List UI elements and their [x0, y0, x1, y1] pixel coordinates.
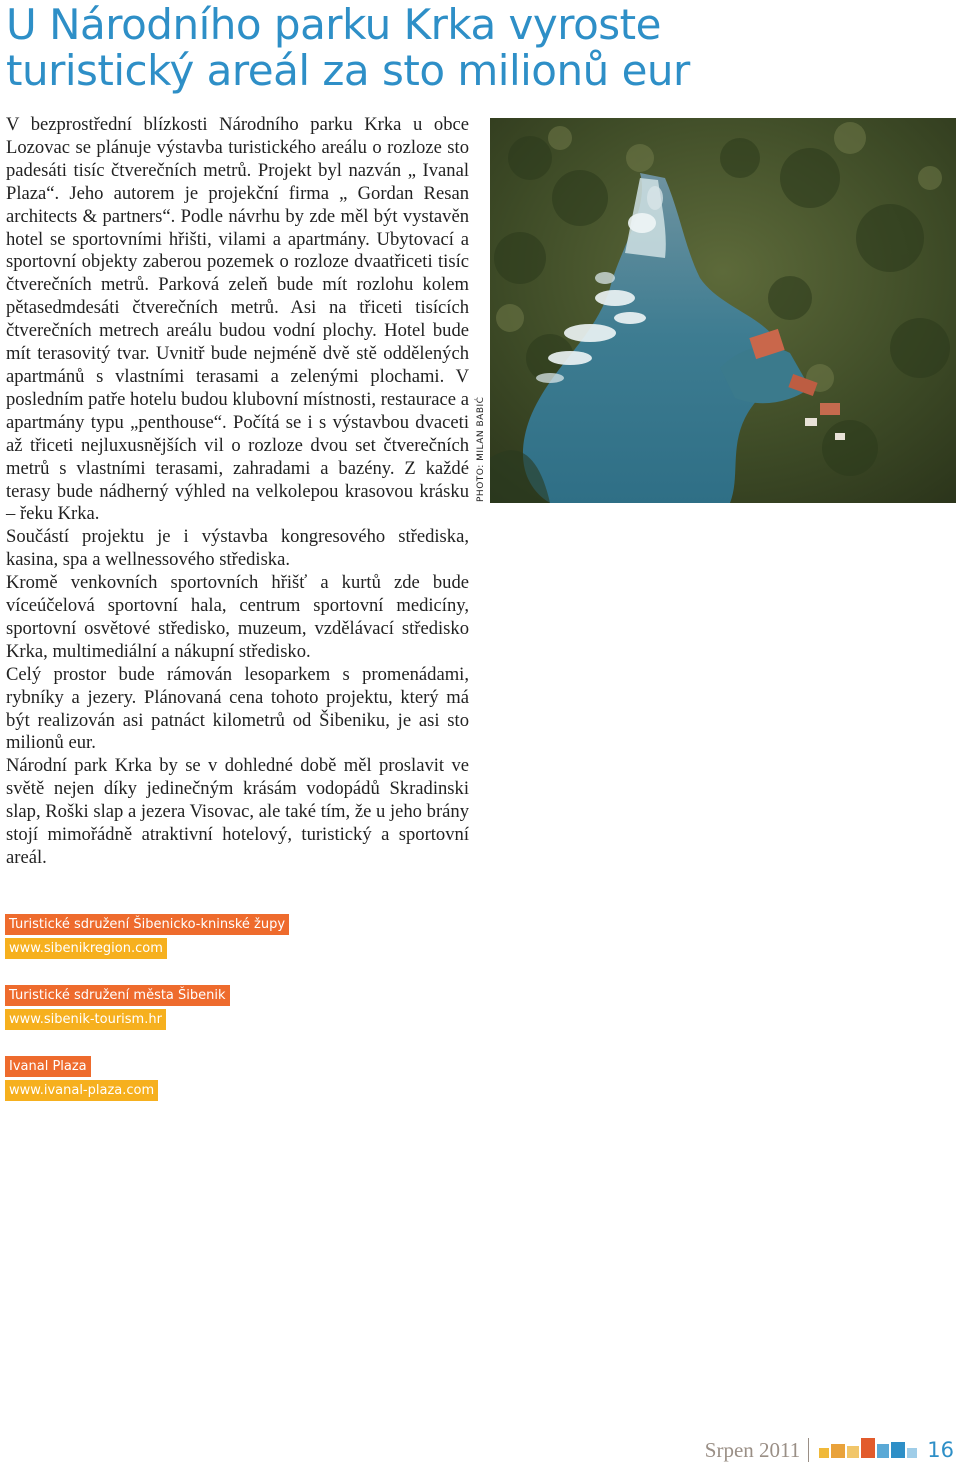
article-paragraph: Národní park Krka by se v dohledné době měl proslavit ve světě nejen díky jedinečným krásám vodopádů Skradinski slap, Roški slap a jezera Visovac, ale také tím, že u jeho brány stojí mimořádně atraktivní hotelový, turistický a sportovní areál.: [6, 755, 469, 868]
contact-block: [5, 984, 405, 1030]
aerial-photo-krka-waterfalls: [490, 118, 956, 503]
contact-org-label: Turistické sdružení Šibenicko-kninské župy: [5, 914, 289, 935]
page-footer: [705, 1434, 954, 1466]
page-number: 16: [927, 1438, 954, 1462]
contact-url-link[interactable]: www.ivanal-plaza.com: [5, 1080, 158, 1101]
article-paragraph: Součástí projektu je i výstavba kongresového střediska, kasina, spa a wellnessového střediska.: [6, 526, 469, 571]
article-paragraph: Kromě venkovních sportovních hřišť a kurtů zde bude víceúčelová sportovní hala, centrum sportovní medicíny, sportovní osvětové středisko, muzeum, vzdělávací středisko Krka, multimediální a nákupní středisko.: [6, 572, 469, 662]
headline-line-1: U Národního parku Krka vyroste: [6, 0, 661, 49]
contact-block: [5, 913, 405, 959]
article-headline: [6, 2, 946, 94]
magazine-logo-icon: [819, 1436, 917, 1464]
headline-line-2: turistický areál za sto milionů eur: [6, 46, 690, 95]
issue-date: Srpen 2011: [704, 1437, 801, 1462]
contact-org-label: Turistické sdružení města Šibenik: [5, 985, 230, 1006]
article-body: [6, 114, 469, 870]
photo-credit: PHOTO: MILAN BABIĆ: [476, 396, 486, 502]
article-paragraph: V bezprostřední blízkosti Národního parku Krka u obce Lozovac se plánuje výstavba turistického areálu o rozloze sto padesáti tisíc čtverečních metrů. Projekt byl nazván „ Ivanal Plaza“. Jeho autorem je projekční firma „ Gordan Resan architects & partners“. Podle návrhu by zde měl být vystavěn hotel se sportovními hřišti, vilami a apartmány. Ubytovací a sportovní objekty zaberou pozemek o rozloze dvaatřiceti tisíc čtverečních metrů. Parková zeleň bude mít rozlohu kolem pětasedmdesáti čtverečních metrů. Asi na třiceti tisících čtverečních metrech areálu budou vodní plochy. Hotel bude mít terasovitý tvar. Uvnitř bude nejméně dvě stě oddělených apartmánů s vlastními terasami a zelenými plochami. V posledním patře hotelu budou klubovní místnosti, restaurace a apartmány typu „penthouse“. Počítá se i s výstavbou dvaceti až třiceti nejluxusnějších vil o rozloze dvou set čtverečních metrů s vlastními terasami, zahradami a bazény. Z každé terasy bude nádherný výhled na velkolepou krasovou krásku – řeku Krka.: [6, 114, 469, 525]
contact-block: [5, 1055, 405, 1101]
footer-divider: [808, 1438, 809, 1462]
contact-url-link[interactable]: www.sibenik-tourism.hr: [5, 1009, 166, 1030]
article-paragraph: Celý prostor bude rámován lesoparkem s promenádami, rybníky a jezery. Plánovaná cena tohoto projektu, který má být realizován asi patnáct kilometrů od Šibeniku, je asi sto milionů eur.: [6, 663, 469, 754]
contact-list: [5, 913, 405, 1126]
contact-org-label: Ivanal Plaza: [5, 1056, 91, 1077]
contact-url-link[interactable]: www.sibenikregion.com: [5, 938, 167, 959]
